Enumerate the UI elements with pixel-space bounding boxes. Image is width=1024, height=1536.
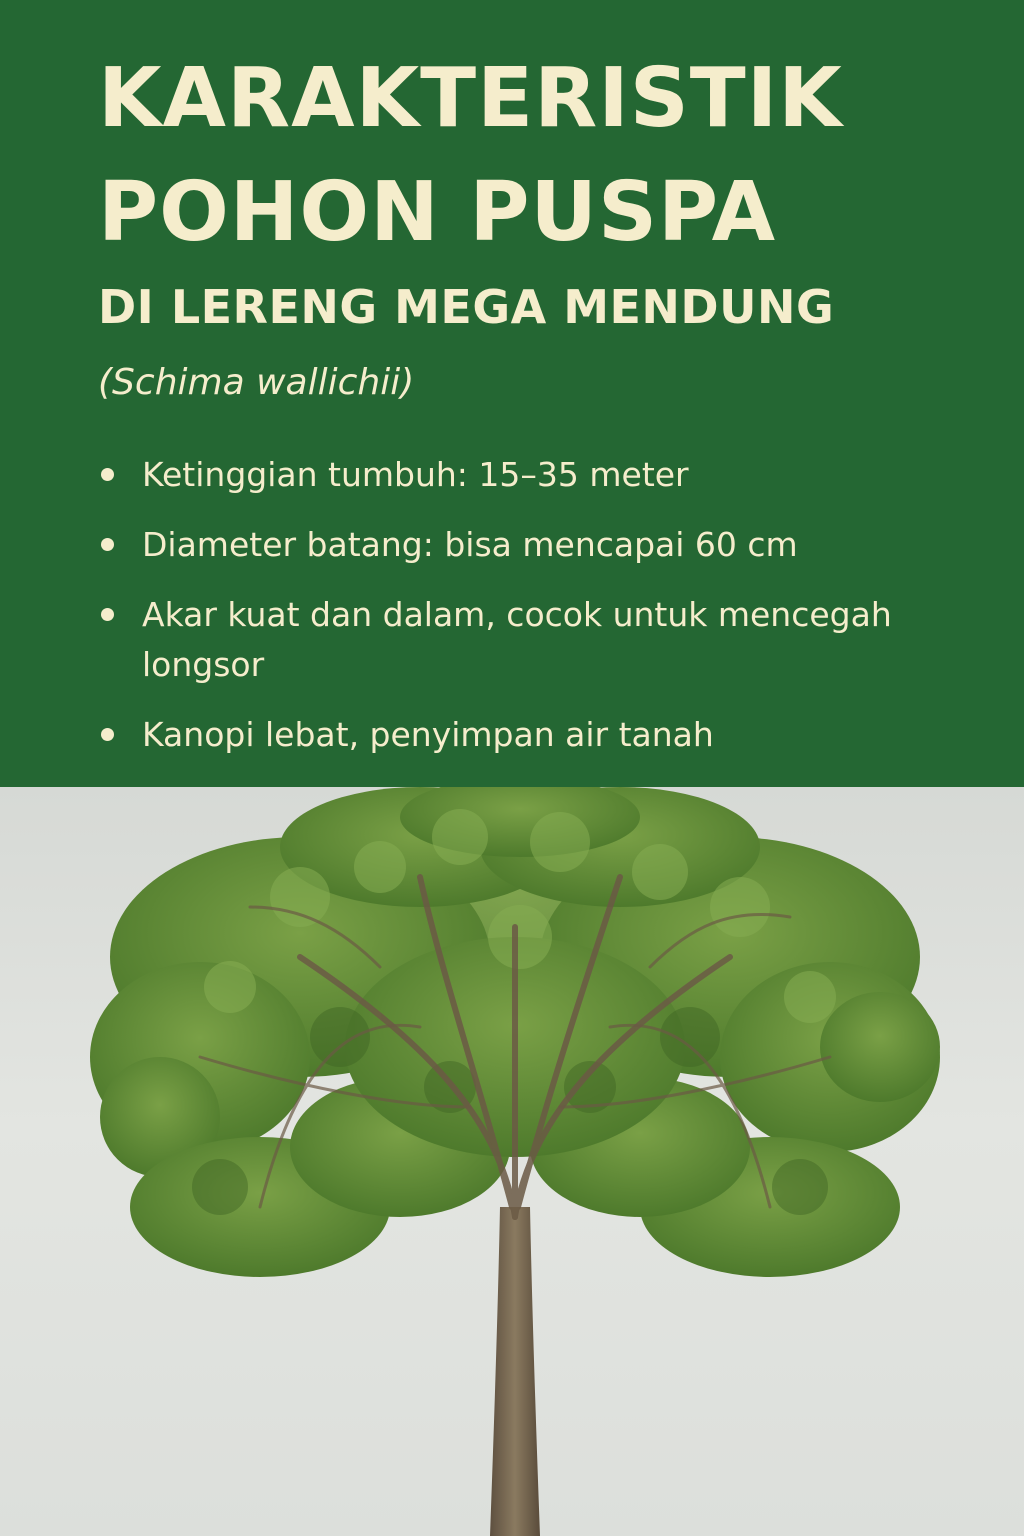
bullet-icon — [101, 468, 114, 481]
title-line-1: KARAKTERISTIK — [98, 51, 843, 146]
characteristics-list — [98, 450, 918, 780]
list-item-text: Ketinggian tumbuh: 15–35 meter — [142, 455, 689, 494]
bullet-icon — [101, 728, 114, 741]
list-item — [98, 450, 918, 500]
list-item — [98, 590, 918, 690]
list-item-text: Diameter batang: bisa mencapai 60 cm — [142, 525, 798, 564]
list-item-text: Akar kuat dan dalam, cocok untuk mencegah longsor — [142, 595, 892, 684]
subtitle-location: DI LERENG MEGA MENDUNG — [98, 280, 835, 334]
bullet-icon — [101, 538, 114, 551]
tree-photo — [0, 787, 1024, 1536]
tree-trunk — [490, 1207, 540, 1536]
list-item — [98, 710, 918, 760]
tree-icon — [0, 787, 1024, 1536]
bullet-icon — [101, 608, 114, 621]
list-item — [98, 520, 918, 570]
list-item-text: Kanopi lebat, penyimpan air tanah — [142, 715, 714, 754]
title-line-2: POHON PUSPA — [98, 165, 777, 260]
scientific-name: (Schima wallichii) — [98, 362, 415, 403]
